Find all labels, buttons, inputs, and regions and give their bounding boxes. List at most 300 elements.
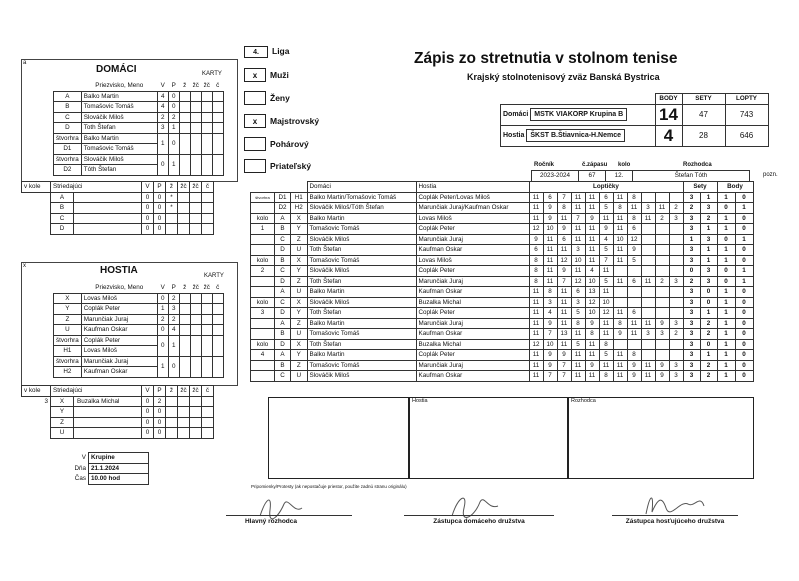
ball-score: 3: [669, 213, 683, 224]
sets-home: 3: [683, 339, 700, 350]
ball-score: 6: [627, 224, 641, 235]
card-cell: [201, 335, 212, 356]
sub-name: Buzalka Michal: [77, 397, 120, 405]
points-away: 0: [735, 297, 753, 308]
card-cell: [178, 203, 190, 214]
category-label: Ženy: [270, 93, 290, 103]
home-karty-label: KARTY: [202, 71, 222, 77]
card-cell: [178, 213, 190, 224]
doubles-name: Kaufman Oskar: [81, 367, 157, 378]
ball-score: [655, 192, 669, 203]
sub-code: C: [51, 214, 74, 224]
points-away: 0: [735, 339, 753, 350]
sets-away: 1: [700, 245, 717, 256]
card-cell: [190, 335, 201, 356]
remarks-rozhodca-label: Rozhodca: [571, 398, 596, 404]
ball-score: 8: [529, 266, 543, 277]
card-cell: [212, 335, 223, 356]
ball-score: 7: [571, 213, 585, 224]
card-cell: [179, 112, 190, 123]
match-round: kolo: [251, 213, 275, 224]
ball-score: 9: [655, 371, 669, 382]
card-cell: [178, 428, 190, 439]
ball-score: [641, 245, 655, 256]
sub-round: [22, 192, 51, 203]
meta-rozhodca: Štefan Tóth: [633, 171, 750, 182]
card-cell: [166, 396, 178, 407]
sets-away: 2: [700, 329, 717, 340]
card-cell: [201, 304, 212, 315]
remarks-box-hostia: [409, 397, 568, 479]
subs-header-zc2: žč: [190, 182, 202, 193]
ball-score: [641, 308, 655, 319]
balls-header: Loptičky: [529, 182, 683, 193]
match-away-player: Coplák Peter/Lovas Miloš: [416, 192, 529, 203]
sets-home: 3: [683, 360, 700, 371]
ball-score: 11: [543, 266, 557, 277]
sub-entry: [51, 407, 142, 418]
header-z: ž: [183, 82, 187, 89]
match-home-player: Slováčik Miloš: [307, 297, 416, 308]
sets-home: 3: [683, 224, 700, 235]
ball-score: 11: [557, 318, 571, 329]
match-home-code: D: [275, 308, 291, 319]
category-label: Muži: [270, 70, 289, 80]
sets-away: 0: [700, 287, 717, 298]
category-checkbox: x: [244, 114, 266, 128]
match-round: kolo: [251, 255, 275, 266]
ball-score: 10: [585, 276, 599, 287]
card-cell: [179, 335, 190, 356]
header-z: ž: [183, 284, 187, 291]
sub-wins: 0: [142, 428, 154, 439]
sub-losses: 0: [154, 192, 166, 203]
card-cell: [166, 407, 178, 418]
home-player-header: Domáci: [307, 182, 416, 193]
ball-score: 10: [613, 234, 627, 245]
player-losses: 0: [168, 102, 179, 113]
sub-code: X: [51, 397, 74, 407]
match-round: 1: [251, 224, 275, 235]
match-row: [251, 245, 754, 256]
ball-score: [641, 234, 655, 245]
ball-score: 10: [543, 339, 557, 350]
card-cell: [179, 304, 190, 315]
ball-score: 10: [571, 255, 585, 266]
sub-row: [22, 428, 214, 439]
points-home: 0: [717, 203, 735, 214]
player-name: Coplák Peter: [81, 304, 157, 315]
ball-score: 11: [543, 245, 557, 256]
sig-line-1: [226, 515, 352, 516]
card-cell: [212, 325, 223, 336]
ball-score: 6: [599, 192, 613, 203]
name-header: Priezvisko, Meno: [95, 82, 144, 89]
ball-score: 11: [641, 360, 655, 371]
doubles-wins: 1: [157, 356, 168, 377]
ball-score: 11: [571, 203, 585, 214]
sub-row: [22, 213, 214, 224]
card-cell: [212, 112, 223, 123]
match-row: [251, 329, 754, 340]
sub-entry: [51, 203, 142, 214]
ball-score: [613, 266, 627, 277]
matches-table: [250, 181, 754, 382]
ball-score: 9: [585, 213, 599, 224]
sets-away: 2: [700, 318, 717, 329]
match-round: štvorhra: [251, 192, 275, 203]
sub-losses: 0: [154, 203, 166, 214]
sets-away: 2: [700, 371, 717, 382]
card-cell: [179, 293, 190, 304]
ball-score: 5: [627, 255, 641, 266]
player-row: [54, 314, 224, 325]
ball-score: 6: [529, 245, 543, 256]
ball-score: 8: [585, 329, 599, 340]
points-away: 0: [735, 213, 753, 224]
sub-row: [22, 224, 214, 235]
match-away-code: H2: [291, 203, 308, 214]
ball-score: 11: [543, 255, 557, 266]
player-code: B: [54, 102, 82, 113]
ball-score: 9: [557, 266, 571, 277]
sets-away: 1: [700, 350, 717, 361]
away-team: ŠKST B.Štiavnica-H.Nemce: [526, 129, 625, 142]
match-away-code: U: [291, 287, 308, 298]
sets-away: 3: [700, 234, 717, 245]
match-row: [251, 224, 754, 235]
match-away-player: Buzalka Michal: [416, 297, 529, 308]
points-home: 1: [717, 339, 735, 350]
place-table: [58, 452, 149, 485]
ball-score: 11: [599, 318, 613, 329]
sub-wins: 0: [142, 407, 154, 418]
points-away: 0: [735, 287, 753, 298]
match-round: [251, 329, 275, 340]
points-away: 0: [735, 224, 753, 235]
card-cell: [178, 407, 190, 418]
home-label: Domáci: [503, 110, 529, 118]
card-cell: [202, 192, 214, 203]
sets-away: 1: [700, 255, 717, 266]
ball-score: 5: [571, 308, 585, 319]
match-home-code: B: [275, 329, 291, 340]
subs-header-v: V: [142, 386, 154, 397]
match-away-player: Coplák Peter: [416, 308, 529, 319]
card-cell: [190, 133, 201, 154]
player-name: Kaufman Oskar: [81, 325, 157, 336]
page-subtitle: Krajský stolnotenisový zväz Banská Bystrica: [467, 72, 660, 82]
protest-note: Pripomienky/Protesty (ak nepostačuje priestor, použite zadnú stranu originálu): [251, 484, 407, 489]
doubles-code: štvorhra: [54, 335, 82, 346]
ball-score: 9: [557, 224, 571, 235]
ball-score: 11: [529, 360, 543, 371]
ball-score: 8: [627, 213, 641, 224]
match-home-player: Tomašovic Tomáš: [307, 360, 416, 371]
card-cell: [201, 356, 212, 377]
sets-home: 3: [683, 192, 700, 203]
match-row: [251, 318, 754, 329]
ball-score: 11: [557, 339, 571, 350]
place-cas-label: Čas: [74, 475, 86, 482]
match-row: [251, 192, 754, 203]
doubles-row: [54, 335, 224, 346]
sub-round: [22, 224, 51, 235]
match-away-code: X: [291, 255, 308, 266]
ball-score: 2: [655, 276, 669, 287]
card-cell: [190, 154, 201, 175]
sets-away: 1: [700, 192, 717, 203]
sub-name: [74, 408, 77, 415]
match-round: [251, 276, 275, 287]
sets-away: 2: [700, 213, 717, 224]
ball-score: 11: [585, 245, 599, 256]
sets-home: 3: [683, 350, 700, 361]
sub-round: 3: [44, 397, 48, 405]
ball-score: 6: [543, 192, 557, 203]
match-away-code: Z: [291, 318, 308, 329]
meta-zapis: 67: [579, 171, 606, 182]
match-home-code: C: [275, 297, 291, 308]
meta-rocnik: 2023-2024: [532, 171, 579, 182]
ball-score: [641, 255, 655, 266]
match-home-code: B: [275, 255, 291, 266]
doubles-code: D2: [54, 165, 82, 176]
match-away-code: Y: [291, 350, 308, 361]
ball-score: 11: [529, 192, 543, 203]
ball-score: 4: [585, 266, 599, 277]
sets-away: 3: [700, 276, 717, 287]
card-cell: [201, 293, 212, 304]
card-cell: [179, 91, 190, 102]
ball-score: 9: [585, 360, 599, 371]
player-wins: 0: [157, 293, 168, 304]
match-row: [251, 371, 754, 382]
remarks-hostia-label: Hostia: [412, 398, 428, 404]
sub-wins: 0: [142, 396, 154, 407]
league-number-box: 4.: [244, 46, 268, 58]
ball-score: 10: [543, 224, 557, 235]
ball-score: 11: [641, 213, 655, 224]
match-home-code: D: [275, 276, 291, 287]
ball-score: 8: [599, 339, 613, 350]
ball-score: 12: [627, 234, 641, 245]
match-away-code: U: [291, 371, 308, 382]
ball-score: 11: [529, 213, 543, 224]
sub-name: [74, 215, 77, 222]
score-hdr-lopty: LOPTY: [725, 94, 768, 105]
ball-score: [655, 287, 669, 298]
player-wins: 4: [157, 102, 168, 113]
match-round: [251, 318, 275, 329]
match-row: [251, 266, 754, 277]
match-home-player: Slováčik Miloš/Tóth Štefan: [307, 203, 416, 214]
subs-round-header: v kole: [22, 182, 51, 193]
match-away-player: Marunčiak Juraj: [416, 234, 529, 245]
sets-away: 1: [700, 308, 717, 319]
ball-score: 11: [557, 287, 571, 298]
card-cell: [178, 396, 190, 407]
category-checkbox: [244, 159, 266, 173]
ball-score: 4: [599, 234, 613, 245]
ball-score: 13: [557, 329, 571, 340]
match-home-player: Toth Štefan: [307, 276, 416, 287]
ball-score: 7: [557, 371, 571, 382]
match-row: [251, 213, 754, 224]
sub-entry: [51, 224, 142, 235]
ball-score: 8: [557, 203, 571, 214]
card-cell: [212, 91, 223, 102]
match-round: [251, 360, 275, 371]
sub-losses: 0: [154, 428, 166, 439]
match-away-player: Kaufman Oskar: [416, 287, 529, 298]
ball-score: 5: [571, 339, 585, 350]
sub-losses: 0: [154, 224, 166, 235]
match-row: [251, 339, 754, 350]
match-home-player: Tomašovic Tomáš: [307, 255, 416, 266]
card-cell: [190, 192, 202, 203]
ball-score: 9: [613, 329, 627, 340]
sub-entry: [51, 428, 142, 439]
ball-score: 3: [641, 203, 655, 214]
match-away-code: X: [291, 339, 308, 350]
away-label: Hostia: [503, 131, 525, 139]
player-code: C: [54, 112, 82, 123]
doubles-name: Tomašovic Tomáš: [81, 144, 157, 155]
ball-score: 11: [599, 266, 613, 277]
sub-round: [22, 213, 51, 224]
doubles-name: Coplák Peter: [81, 335, 157, 346]
match-away-player: Marunčiak Juraj/Kaufman Oskar: [416, 203, 529, 214]
blank-cell: [54, 81, 82, 91]
subs-round-header: v kole: [22, 386, 51, 397]
card-cell: [179, 356, 190, 377]
player-row: [54, 325, 224, 336]
doubles-losses: 0: [168, 356, 179, 377]
league-label: Liga: [272, 46, 290, 56]
ball-score: 5: [599, 276, 613, 287]
match-home-code: C: [275, 234, 291, 245]
sub-row: [22, 203, 214, 214]
sets-home: 2: [683, 276, 700, 287]
player-wins: 0: [157, 325, 168, 336]
ball-score: 11: [557, 308, 571, 319]
points-away: 0: [735, 308, 753, 319]
ball-score: 3: [669, 318, 683, 329]
ball-score: 8: [613, 203, 627, 214]
ball-score: [641, 287, 655, 298]
ball-score: 11: [599, 360, 613, 371]
ball-score: 11: [571, 266, 585, 277]
ball-score: 11: [613, 308, 627, 319]
card-cell: [166, 213, 178, 224]
ball-score: 11: [571, 234, 585, 245]
doubles-wins: 0: [157, 154, 168, 175]
card-cell: [190, 407, 202, 418]
sets-header: Sety: [683, 182, 717, 193]
ball-score: 3: [571, 297, 585, 308]
ball-score: 3: [669, 371, 683, 382]
match-away-player: Coplák Peter: [416, 224, 529, 235]
sub-code: A: [51, 193, 74, 203]
match-round: [251, 203, 275, 214]
place-cas: 10.00 hod: [89, 474, 149, 485]
sub-entry: [51, 192, 142, 203]
card-cell: [212, 314, 223, 325]
player-name: Lovas Miloš: [81, 293, 157, 304]
card-cell: [179, 314, 190, 325]
ball-score: [641, 192, 655, 203]
card-cell: [201, 91, 212, 102]
card-cell: [190, 112, 201, 123]
ball-score: 11: [655, 203, 669, 214]
match-away-player: Buzalka Michal: [416, 339, 529, 350]
card-cell: [190, 325, 201, 336]
ball-score: 11: [627, 318, 641, 329]
ball-score: [655, 297, 669, 308]
ball-score: 11: [571, 192, 585, 203]
points-home: 1: [717, 350, 735, 361]
match-home-code: B: [275, 224, 291, 235]
match-home-code: D: [275, 339, 291, 350]
ball-score: 10: [585, 308, 599, 319]
match-away-code: X: [291, 213, 308, 224]
header-v: V: [160, 284, 165, 291]
ball-score: 11: [613, 255, 627, 266]
doubles-wins: 1: [157, 133, 168, 154]
category-label: Pohárový: [270, 139, 309, 149]
sub-wins: 0: [142, 192, 154, 203]
meta-pozn-label: pozn.: [763, 172, 778, 178]
meta-rocnik-label: Ročník: [534, 162, 555, 168]
match-home-code: A: [275, 350, 291, 361]
ball-score: 11: [613, 245, 627, 256]
ball-score: 9: [599, 224, 613, 235]
subs-header-p: P: [154, 182, 166, 193]
match-row: [251, 287, 754, 298]
away-player-header: Hostia: [416, 182, 529, 193]
header-zc: žč: [192, 82, 199, 89]
match-away-code: H1: [291, 192, 308, 203]
ball-score: 8: [529, 276, 543, 287]
ball-score: 11: [613, 213, 627, 224]
card-cell: [179, 154, 190, 175]
match-row: [251, 297, 754, 308]
category-checkbox: [244, 91, 266, 105]
ball-score: [669, 297, 683, 308]
ball-score: 11: [571, 350, 585, 361]
ball-score: 11: [613, 192, 627, 203]
score-hdr-sety: SETY: [682, 94, 725, 105]
match-round: 3: [251, 308, 275, 319]
match-away-code: X: [291, 297, 308, 308]
player-code: U: [54, 325, 82, 336]
doubles-name: Lovas Miloš: [81, 346, 157, 357]
card-cell: [179, 102, 190, 113]
sub-entry: [51, 396, 142, 407]
sub-row: [22, 396, 214, 407]
sig-line-2: [404, 515, 554, 516]
ball-score: 11: [571, 329, 585, 340]
ball-score: 8: [627, 192, 641, 203]
subs-header-cc: č: [202, 386, 214, 397]
card-cell: [178, 224, 190, 235]
ball-score: 3: [543, 297, 557, 308]
ball-score: 11: [585, 339, 599, 350]
sub-wins: 0: [142, 224, 154, 235]
ball-score: 6: [627, 308, 641, 319]
sets-home: 3: [683, 255, 700, 266]
